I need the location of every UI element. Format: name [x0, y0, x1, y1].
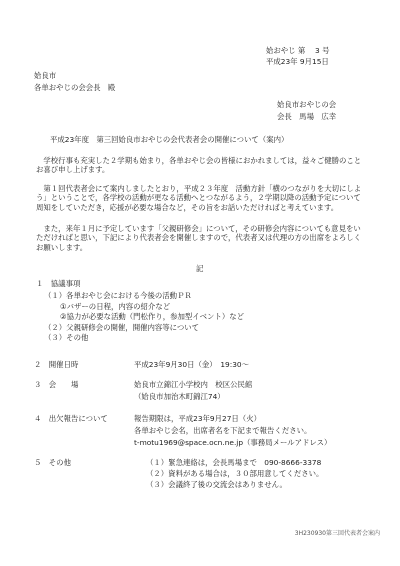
meeting-datetime: 平成23年9月30日（金） 19:30～ — [134, 360, 250, 369]
section-2-label: ２ 開催日時 — [34, 360, 79, 369]
ki-heading: 記 — [196, 264, 204, 273]
document-title: 平成23年度 第三回姶良市おやじの会代表者会の開催について（案内） — [50, 135, 289, 144]
section-5-label: ５ その他 — [34, 458, 71, 467]
venue-name: 姶良市立錦江小学校内 校区公民館 — [134, 380, 253, 389]
other-notes — [146, 458, 323, 491]
sender-organization: 姶良市おやじの会 — [277, 100, 337, 109]
note-item: （２）資料がある場合は，３０部用意してください。 — [146, 469, 324, 478]
addressee-name: 各单おやじの会会長 殿 — [34, 83, 116, 92]
document-date: 平成23年 9月15日 — [266, 57, 329, 66]
sender-block — [277, 100, 336, 124]
body-paragraph-2: 第１回代表者会にて案内しましたとおり，平成２３年度 活動方針「横のつながりを大切にしよう」ということで，各学校の活動が更なる活動へとつながるよう，２学期以降の活動予定について周知をしていただき，応援が必要な場合など，その旨をお話いただければと考えています。 — [36, 184, 362, 212]
body-paragraph-1: 学校行事も充実した２学期も始まり，各单おやじ会の皆様におかれましては，益々ご健勝のことお喜び申し上げます。 — [36, 156, 362, 175]
rsvp-email: t-motu1969@space.ocn.ne.jp（事務局メールアドレス） — [134, 438, 332, 447]
addressee-block — [34, 71, 115, 95]
agenda-list — [44, 291, 244, 344]
agenda-subitem: ①バザーの日程，内容の紹介など — [60, 301, 171, 311]
section-3-label: ３ 会 場 — [34, 380, 79, 389]
document-footer-code: 3H230930第三回代表者会案内 — [294, 530, 380, 537]
rsvp-instructions: 各単おやじ会名，出席者名を下記まで報告ください。 — [134, 426, 312, 435]
document-header-meta — [266, 46, 330, 68]
section-1-heading: １ 協議事項 — [36, 279, 81, 288]
agenda-item: （２）父親研修会の開催，開催内容等について — [44, 322, 200, 332]
venue-address: （姶良市加治木町錦江74） — [134, 392, 225, 401]
note-item: （１）緊急連絡は，会長馬場まで 090-8666-3378 — [146, 458, 322, 467]
agenda-item: （３）その他 — [44, 333, 89, 343]
document-number: 姶おやじ 第 3 号 — [266, 46, 330, 55]
section-4-label: ４ 出欠報告について — [34, 414, 108, 423]
agenda-subitem: ②協力が必要な活動（門松作り，参加型イベント）など — [60, 312, 245, 322]
body-paragraph-3: また，来年１月に予定しています「父親研修会」について，その研修会内容についても意見をいただければと思い，下記により代表者会を開催しますので，代表者又は代理の方の出席をよろしくお願いします。 — [36, 224, 362, 252]
agenda-item: （１）各単おやじ会における今後の活動ＰＲ — [44, 291, 192, 300]
sender-person: 会長 馬場 広幸 — [277, 112, 337, 121]
addressee-city: 姶良市 — [34, 71, 57, 80]
note-item: （３）会議終了後の交流会はありません。 — [146, 480, 287, 489]
rsvp-deadline: 報告期限は，平成23年9月27日（火） — [134, 414, 261, 423]
